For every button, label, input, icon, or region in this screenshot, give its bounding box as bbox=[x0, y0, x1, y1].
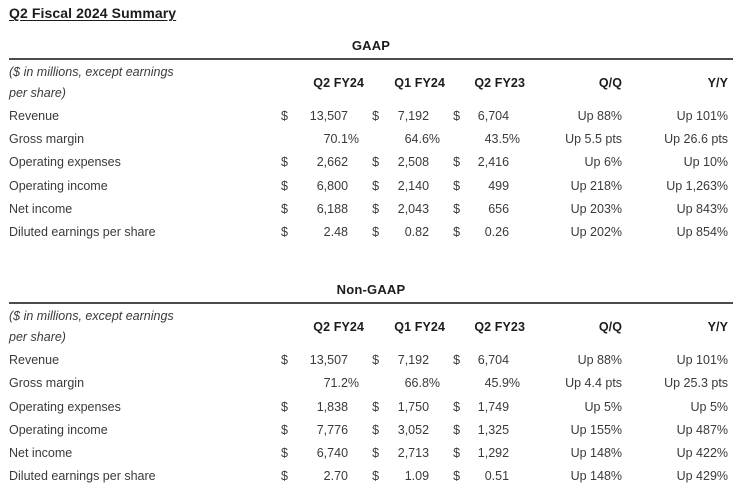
value-q2fy23 bbox=[460, 372, 521, 395]
row-label: Diluted earnings per share bbox=[9, 224, 156, 239]
value-q2fy23: 6,704 bbox=[477, 353, 510, 368]
value-qq: Up 148% bbox=[570, 469, 623, 484]
value-yy: Up 422% bbox=[676, 445, 729, 460]
dollar-sign: $ bbox=[281, 109, 288, 123]
gaap-table-title: GAAP bbox=[351, 38, 391, 53]
value-qq: Up 88% bbox=[577, 353, 623, 368]
value-q2fy24 bbox=[293, 128, 360, 151]
header-row bbox=[9, 303, 733, 349]
value-q2fy23 bbox=[460, 128, 521, 151]
value-text: 45.9% bbox=[484, 376, 521, 391]
column-header-label: Q2 FY24 bbox=[313, 319, 365, 334]
dollar-sign: $ bbox=[453, 224, 461, 239]
column-header-qq: Q/Q bbox=[598, 75, 623, 90]
column-header-q2fy23 bbox=[434, 59, 526, 105]
unit-note-line1: ($ in millions, except earnings bbox=[9, 64, 174, 79]
value-q2fy24: 6,740 bbox=[316, 445, 349, 460]
dollar-sign: $ bbox=[372, 422, 380, 437]
value-yy: Up 429% bbox=[676, 469, 729, 484]
dollar-sign: $ bbox=[453, 353, 461, 368]
page-title: Q2 Fiscal 2024 Summary bbox=[9, 5, 177, 21]
column-header-yy: Y/Y bbox=[707, 319, 729, 334]
row-label: Gross margin bbox=[9, 376, 85, 391]
dollar-sign: $ bbox=[281, 155, 288, 170]
unit-note-line2: per share) bbox=[9, 329, 66, 344]
dollar-sign bbox=[271, 128, 293, 151]
value-q1fy24: 2,140 bbox=[397, 178, 430, 193]
row-label: Operating expenses bbox=[9, 155, 121, 170]
non-gaap-section bbox=[9, 283, 732, 488]
value-q2fy24: 6,800 bbox=[316, 178, 349, 193]
table-row-revenue bbox=[9, 349, 733, 372]
dollar-sign: $ bbox=[281, 445, 288, 460]
dollar-sign: $ bbox=[281, 422, 288, 437]
dollar-sign: $ bbox=[372, 155, 380, 170]
gaap-table bbox=[9, 58, 733, 244]
table-row-operating-expenses bbox=[9, 151, 733, 174]
row-label: Gross margin bbox=[9, 132, 85, 147]
value-q1fy24: 1,750 bbox=[397, 399, 430, 414]
unit-note-line2: per share) bbox=[9, 85, 66, 100]
column-header-label: Q2 FY24 bbox=[313, 75, 365, 90]
column-header-q1fy24 bbox=[353, 59, 446, 105]
dollar-sign: $ bbox=[281, 399, 288, 414]
row-label: Operating income bbox=[9, 422, 108, 437]
value-q2fy24: 13,507 bbox=[309, 353, 349, 368]
value-q2fy24: 2.48 bbox=[323, 224, 349, 239]
table-row-net-income bbox=[9, 198, 733, 221]
value-q2fy24: 2.70 bbox=[323, 469, 349, 484]
value-text: 43.5% bbox=[484, 132, 521, 147]
unit-note bbox=[9, 59, 271, 105]
value-q1fy24: 7,192 bbox=[397, 109, 430, 123]
column-header-q2fy24 bbox=[271, 59, 365, 105]
column-header-label: Q1 FY24 bbox=[394, 75, 446, 90]
value-q2fy24 bbox=[293, 372, 360, 395]
value-q1fy24: 0.82 bbox=[404, 224, 430, 239]
value-q2fy24: 6,188 bbox=[316, 201, 349, 216]
gaap-section bbox=[9, 39, 732, 244]
column-header-label: Q2 FY23 bbox=[474, 319, 526, 334]
value-qq: Up 5% bbox=[584, 399, 623, 414]
header-row bbox=[9, 59, 733, 105]
value-yy: Up 101% bbox=[676, 109, 729, 123]
dollar-sign: $ bbox=[372, 224, 380, 239]
dollar-sign: $ bbox=[372, 201, 380, 216]
row-label: Net income bbox=[9, 445, 73, 460]
value-q1fy24: 2,713 bbox=[397, 445, 430, 460]
value-qq: Up 155% bbox=[570, 422, 623, 437]
value-yy: Up 843% bbox=[676, 201, 729, 216]
non-gaap-table-title: Non-GAAP bbox=[336, 282, 406, 298]
dollar-sign: $ bbox=[453, 469, 461, 484]
column-header-q1fy24 bbox=[353, 303, 446, 349]
value-qq: Up 4.4 pts bbox=[565, 376, 623, 391]
dollar-sign: $ bbox=[453, 422, 461, 437]
dollar-sign: $ bbox=[453, 178, 461, 193]
column-header-q2fy23 bbox=[434, 303, 526, 349]
value-q2fy24: 13,507 bbox=[309, 109, 349, 123]
value-qq: Up 218% bbox=[570, 178, 623, 193]
dollar-sign: $ bbox=[372, 178, 380, 193]
value-qq: Up 203% bbox=[570, 201, 623, 216]
value-q1fy24: 3,052 bbox=[397, 422, 430, 437]
value-qq: Up 6% bbox=[584, 155, 623, 170]
value-yy: Up 10% bbox=[683, 155, 729, 170]
table-row-revenue bbox=[9, 105, 733, 128]
value-q2fy24: 1,838 bbox=[316, 399, 349, 414]
dollar-sign: $ bbox=[372, 469, 380, 484]
value-qq: Up 202% bbox=[570, 224, 623, 239]
column-header-q2fy24 bbox=[271, 303, 365, 349]
value-yy: Up 5% bbox=[690, 399, 729, 414]
dollar-sign: $ bbox=[281, 224, 288, 239]
table-row-net-income bbox=[9, 442, 733, 465]
value-qq: Up 5.5 pts bbox=[565, 132, 623, 147]
value-yy: Up 487% bbox=[676, 422, 729, 437]
table-row-operating-income bbox=[9, 175, 733, 198]
row-label: Revenue bbox=[9, 109, 60, 123]
dollar-sign: $ bbox=[453, 445, 461, 460]
dollar-sign: $ bbox=[281, 469, 288, 484]
value-q2fy23: 0.51 bbox=[484, 469, 510, 484]
unit-note-line1: ($ in millions, except earnings bbox=[9, 308, 174, 323]
dollar-sign: $ bbox=[453, 399, 461, 414]
column-header-qq: Q/Q bbox=[598, 319, 623, 334]
table-row-operating-income bbox=[9, 419, 733, 442]
dollar-sign: $ bbox=[281, 201, 288, 216]
column-header-label: Q2 FY23 bbox=[474, 75, 526, 90]
dollar-sign: $ bbox=[453, 155, 461, 170]
value-q2fy24: 2,662 bbox=[316, 155, 349, 170]
dollar-sign: $ bbox=[281, 353, 288, 368]
row-label: Diluted earnings per share bbox=[9, 469, 156, 484]
value-text: 71.2% bbox=[323, 376, 360, 391]
value-q2fy23: 2,416 bbox=[477, 155, 510, 170]
dollar-sign: $ bbox=[372, 399, 380, 414]
table-row-gross-margin bbox=[9, 128, 733, 151]
value-q1fy24: 1.09 bbox=[404, 469, 430, 484]
value-yy: Up 101% bbox=[676, 353, 729, 368]
non-gaap-table bbox=[9, 302, 733, 488]
value-text: 66.8% bbox=[404, 376, 441, 391]
value-q1fy24 bbox=[379, 372, 441, 395]
unit-note bbox=[9, 303, 271, 349]
dollar-sign bbox=[271, 372, 293, 395]
value-yy: Up 25.3 pts bbox=[664, 376, 729, 391]
row-label: Net income bbox=[9, 201, 73, 216]
dollar-sign: $ bbox=[281, 178, 288, 193]
row-label: Operating income bbox=[9, 178, 108, 193]
value-q2fy23: 1,749 bbox=[477, 399, 510, 414]
value-q2fy23: 499 bbox=[488, 178, 510, 193]
table-row-diluted-eps bbox=[9, 221, 733, 244]
value-qq: Up 88% bbox=[577, 109, 623, 123]
value-yy: Up 26.6 pts bbox=[664, 132, 729, 147]
value-q2fy24: 7,776 bbox=[316, 422, 349, 437]
value-text: 64.6% bbox=[404, 132, 441, 147]
value-text: 70.1% bbox=[323, 132, 360, 147]
value-q1fy24: 2,508 bbox=[397, 155, 430, 170]
row-label: Revenue bbox=[9, 353, 60, 368]
value-q1fy24: 7,192 bbox=[397, 353, 430, 368]
dollar-sign: $ bbox=[372, 109, 380, 123]
value-q2fy23: 0.26 bbox=[484, 224, 510, 239]
value-q2fy23: 1,292 bbox=[477, 445, 510, 460]
value-q2fy23: 6,704 bbox=[477, 109, 510, 123]
table-row-operating-expenses bbox=[9, 396, 733, 419]
value-qq: Up 148% bbox=[570, 445, 623, 460]
value-q2fy23: 1,325 bbox=[477, 422, 510, 437]
column-header-yy: Y/Y bbox=[707, 75, 729, 90]
value-yy: Up 1,263% bbox=[666, 178, 729, 193]
column-header-label: Q1 FY24 bbox=[394, 319, 446, 334]
table-row-diluted-eps bbox=[9, 465, 733, 488]
value-q1fy24 bbox=[379, 128, 441, 151]
value-yy: Up 854% bbox=[676, 224, 729, 239]
dollar-sign: $ bbox=[453, 201, 461, 216]
dollar-sign: $ bbox=[372, 445, 380, 460]
value-q1fy24: 2,043 bbox=[397, 201, 430, 216]
table-row-gross-margin bbox=[9, 372, 733, 395]
value-q2fy23: 656 bbox=[488, 201, 510, 216]
dollar-sign: $ bbox=[453, 109, 461, 123]
dollar-sign: $ bbox=[372, 353, 380, 368]
row-label: Operating expenses bbox=[9, 399, 121, 414]
